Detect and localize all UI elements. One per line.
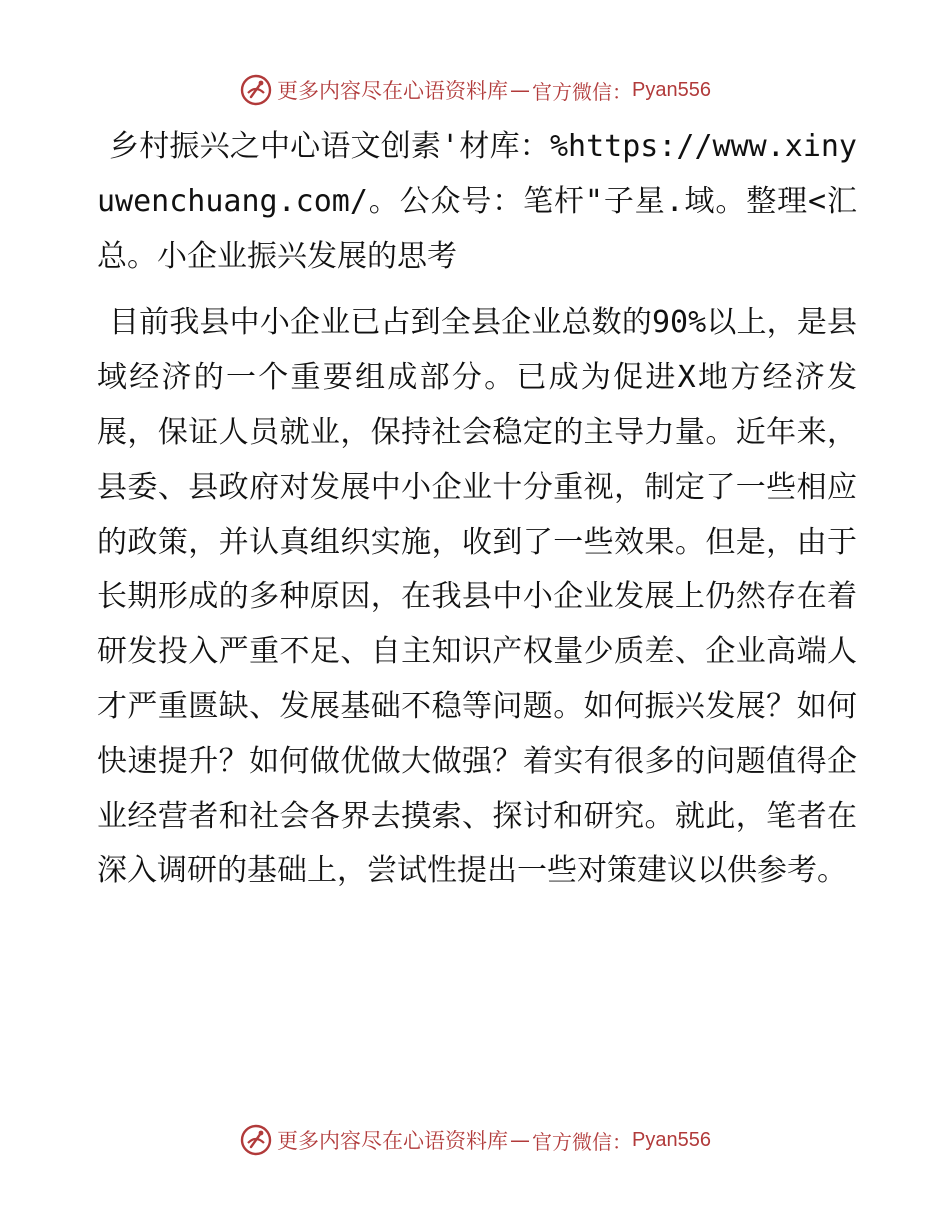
intro-paragraph: 乡村振兴之中心语文创素'材库：%https://www.xinyuwenchuang.com/。公众号：笔杆"子星.域。整理<汇总。小企业振兴发展的思考 [97, 129, 857, 274]
document-content [97, 120, 857, 899]
book-logo-icon [239, 73, 273, 107]
body-paragraph: 目前我县中小企业已占到全县企业总数的90%以上，是县域经济的一个重要组成部分。已成为促进X地方经济发展，保证人员就业，保持社会稳定的主导力量。近年来，县委、县政府对发展中小企业十分重视，制定了一些相应的政策，并认真组织实施，收到了一些效果。但是，由于长期形成的多种原因，在我县中小企业发展上仍然存在着研发投入严重不足、自主知识产权量少质差、企业高端人才严重匮缺、发展基础不稳等问题。如何振兴发展？如何快速提升？如何做优做大做强？着实有很多的问题值得企业经营者和社会各界去摸索、探讨和研究。就此，笔者在深入调研的基础上，尝试性提出一些对策建议以供参考。 [97, 305, 857, 889]
watermark-brand-text: 更多内容尽在心语资料库 [277, 79, 509, 103]
footer-watermark [0, 1120, 950, 1160]
watermark-official-label: 官方微信： [532, 1129, 633, 1154]
watermark-dash: — [510, 1128, 531, 1152]
watermark-brand-text: 更多内容尽在心语资料库 [277, 1129, 509, 1153]
watermark-wechat-id: Pyan556 [632, 78, 711, 101]
book-logo-icon [239, 1123, 273, 1157]
watermark-dash: — [510, 78, 531, 102]
header-watermark [0, 70, 950, 110]
watermark-official-label: 官方微信： [532, 79, 633, 104]
watermark-wechat-id: Pyan556 [632, 1128, 711, 1151]
